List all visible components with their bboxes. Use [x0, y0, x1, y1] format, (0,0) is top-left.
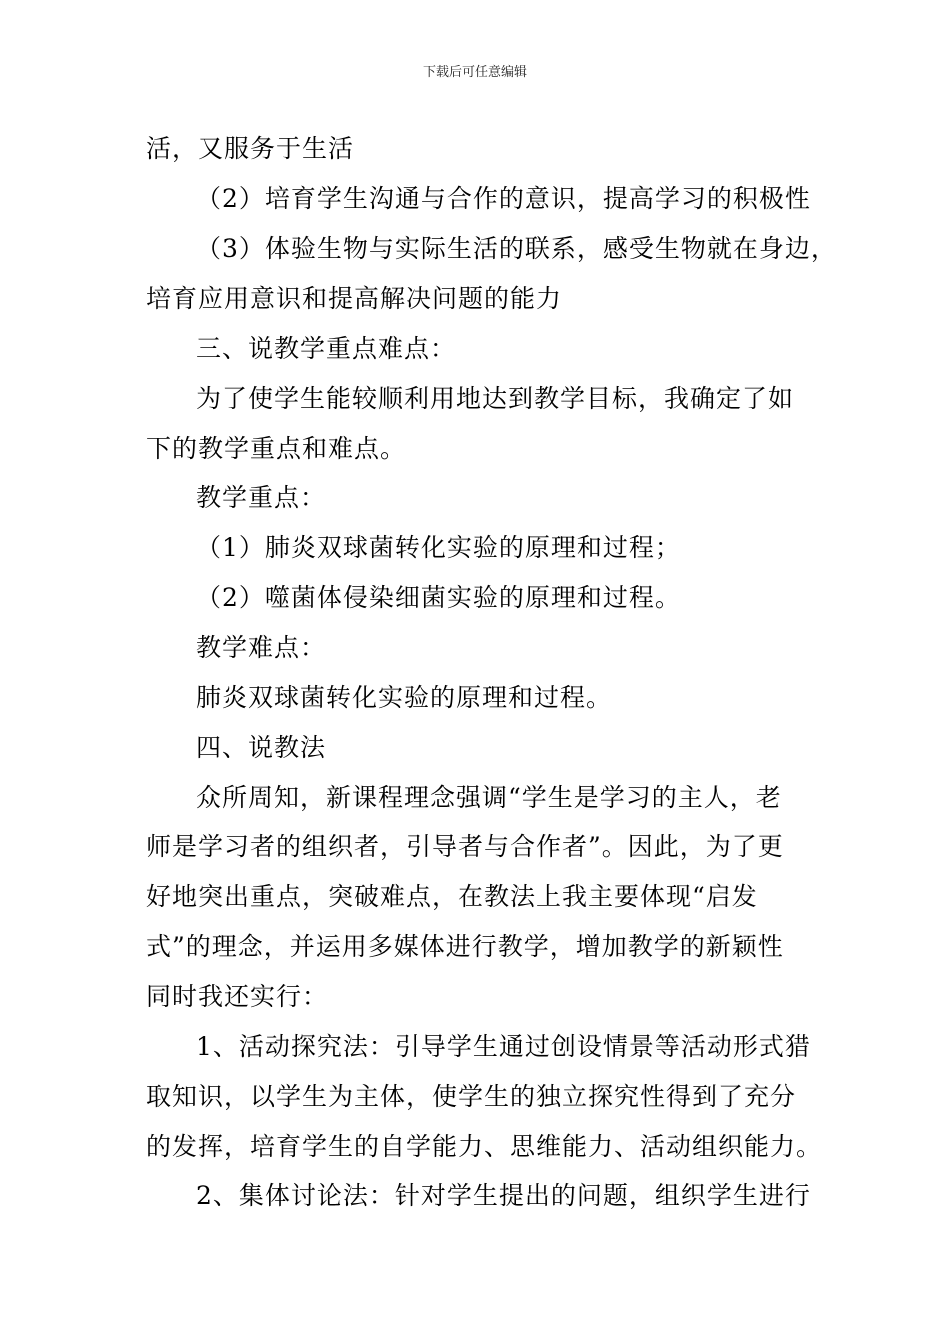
body-line-20: 取知识，以学生为主体，使学生的独立探究性得到了充分 — [146, 1082, 797, 1111]
body-line-17: 式”的理念，并运用多媒体进行教学，增加教学的新颖性 — [146, 932, 784, 961]
body-line-1: 活，又服务于生活 — [146, 134, 355, 163]
subheading-key-points: 教学重点： — [196, 483, 327, 512]
body-line-14: 众所周知，新课程理念强调“学生是学习的主人，老 — [196, 783, 782, 812]
body-line-6: 为了使学生能较顺利用地达到教学目标，我确定了如 — [196, 384, 795, 413]
body-line-9: （1）肺炎双球菌转化实验的原理和过程； — [196, 533, 681, 562]
body-line-15: 师是学习者的组织者，引导者与合作者”。因此，为了更 — [146, 832, 784, 861]
body-line-22: 2、集体讨论法：针对学生提出的问题，组织学生进行 — [196, 1181, 811, 1210]
subheading-difficulties: 教学难点： — [196, 633, 327, 662]
section-heading-4: 四、说教法 — [196, 733, 327, 762]
body-line-19: 1、活动探究法：引导学生通过创设情景等活动形式猎 — [196, 1032, 811, 1061]
body-line-16: 好地突出重点，突破难点，在教法上我主要体现“启发 — [146, 882, 758, 911]
body-line-3: （3）体验生物与实际生活的联系，感受生物就在身边， — [196, 234, 837, 263]
page-header: 下载后可任意编辑 — [422, 65, 527, 80]
body-line-21: 的发挥，培育学生的自学能力、思维能力、活动组织能力。 — [146, 1132, 823, 1161]
body-line-12: 肺炎双球菌转化实验的原理和过程。 — [196, 683, 613, 712]
body-line-18: 同时我还实行： — [146, 982, 329, 1011]
body-line-4: 培育应用意识和提高解决问题的能力 — [146, 284, 563, 313]
body-line-10: （2）噬菌体侵染细菌实验的原理和过程。 — [196, 583, 681, 612]
section-heading-3: 三、说教学重点难点： — [196, 334, 457, 363]
body-line-2: （2）培育学生沟通与合作的意识，提高学习的积极性 — [196, 184, 811, 213]
body-line-7: 下的教学重点和难点。 — [146, 434, 407, 463]
